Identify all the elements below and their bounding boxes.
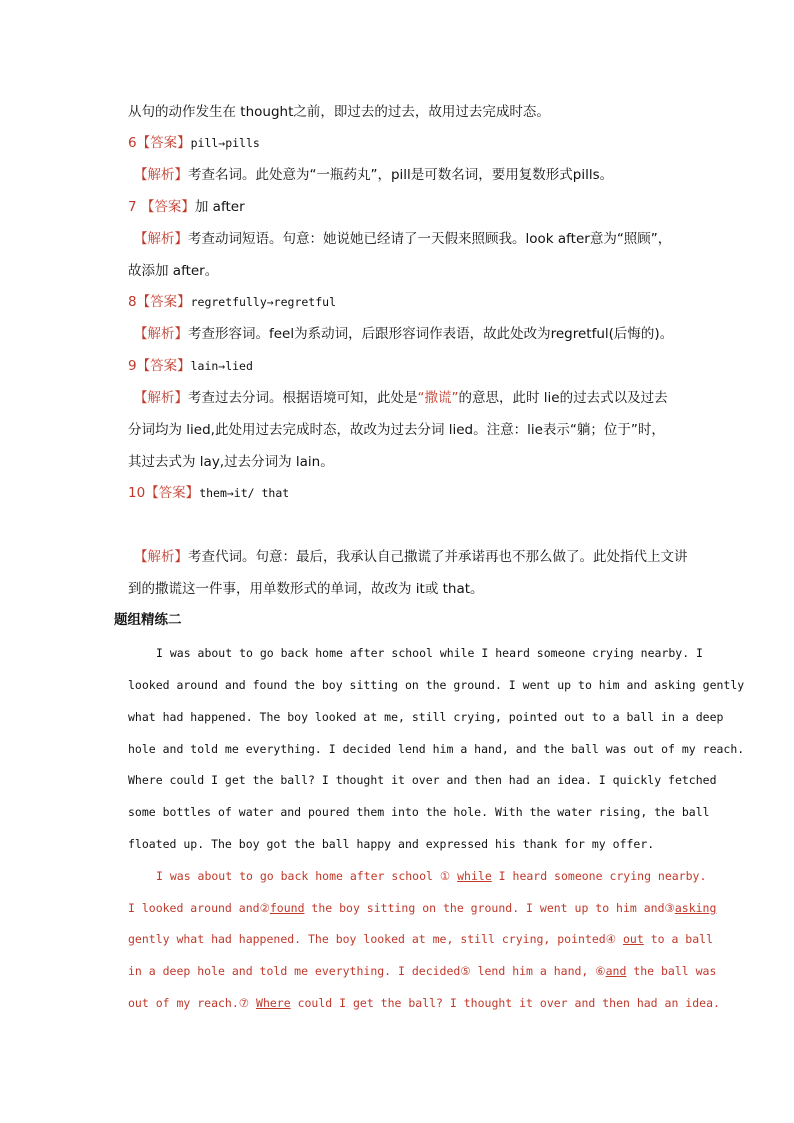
answer-7: 7 【答案】加 after [128,199,245,215]
marked-line-3: gently what had happened. The boy looked at me, still crying, pointed④ out to a ball [128,932,714,946]
passage-line-5: Where could I get the ball? I thought it over and then had an idea. I quickly fetched [128,773,717,787]
marked-line-1: I was about to go back home after school ① while I heard someone crying nearby. [156,869,707,883]
passage-line-2: looked around and found the boy sitting on the ground. I went up to him and asking gently [128,678,745,692]
marked-line-5: out of my reach.⑦ Where could I get the ball? I thought it over and then had an idea. [128,996,720,1010]
explanation-10: 【解析】考查代词。句意：最后，我承认自己撒谎了并承诺再也不那么做了。此处指代上文讲 [134,549,688,565]
explanation-continuation: 从句的动作发生在 thought之前，即过去的过去，故用过去完成时态。 [128,104,550,120]
answer-9: 9【答案】lain→lied [128,358,253,374]
marked-word-1: while [457,869,492,883]
passage-line-4: hole and told me everything. I decided lend him a hand, and the ball was out of my reach. [128,742,745,756]
explanation-9: 【解析】考查过去分词。根据语境可知，此处是“撒谎”的意思，此时 lie的过去式以及过去 [134,390,668,406]
explanation-7-cont: 故添加 after。 [128,263,219,279]
marked-word-3: asking [674,901,717,915]
marked-word-7: Where [256,996,291,1010]
passage-line-7: floated up. The boy got the ball happy and expressed his thank for my offer. [128,837,655,851]
explanation-9-cont2: 其过去式为 lay,过去分词为 lain。 [128,454,334,470]
marked-line-4: in a deep hole and told me everything. I decided⑤ lend him a hand, ⑥and the ball was [128,964,717,978]
marked-word-6: and [605,964,627,978]
section-title: 题组精练二 [114,612,182,628]
explanation-9-cont1: 分词均为 lied,此处用过去完成时态，故改为过去分词 lied。注意：lie表示“躺；位于”时， [128,422,665,438]
explanation-10-cont: 到的撒谎这一件事，用单数形式的单词，故改为 it或 that。 [128,581,484,597]
marked-word-4: out [622,932,644,946]
answer-6: 6【答案】pill→pills [128,135,260,151]
marked-word-2: found [269,901,305,915]
passage-line-1: I was about to go back home after school while I heard someone crying nearby. I [156,646,703,660]
explanation-8: 【解析】考查形容词。feel为系动词，后跟形容词作表语，故此处改为regretful(后悔的)。 [134,326,674,342]
explanation-7: 【解析】考查动词短语。句意：她说她已经请了一天假来照顾我。look after意为“照顾”， [134,231,672,247]
answer-8: 8【答案】regretfully→regretful [128,294,336,310]
passage-line-6: some bottles of water and poured them into the hole. With the water rising, the ball [128,805,710,819]
marked-line-2: I looked around and②found the boy sitting on the ground. I went up to him and③asking [128,901,717,915]
passage-line-3: what had happened. The boy looked at me, still crying, pointed out to a ball in a deep [128,710,724,724]
explanation-6: 【解析】考查名词。此处意为“一瓶药丸”，pill是可数名词，要用复数形式pills。 [134,167,614,183]
answer-10: 10【答案】them→it/ that [128,485,290,501]
